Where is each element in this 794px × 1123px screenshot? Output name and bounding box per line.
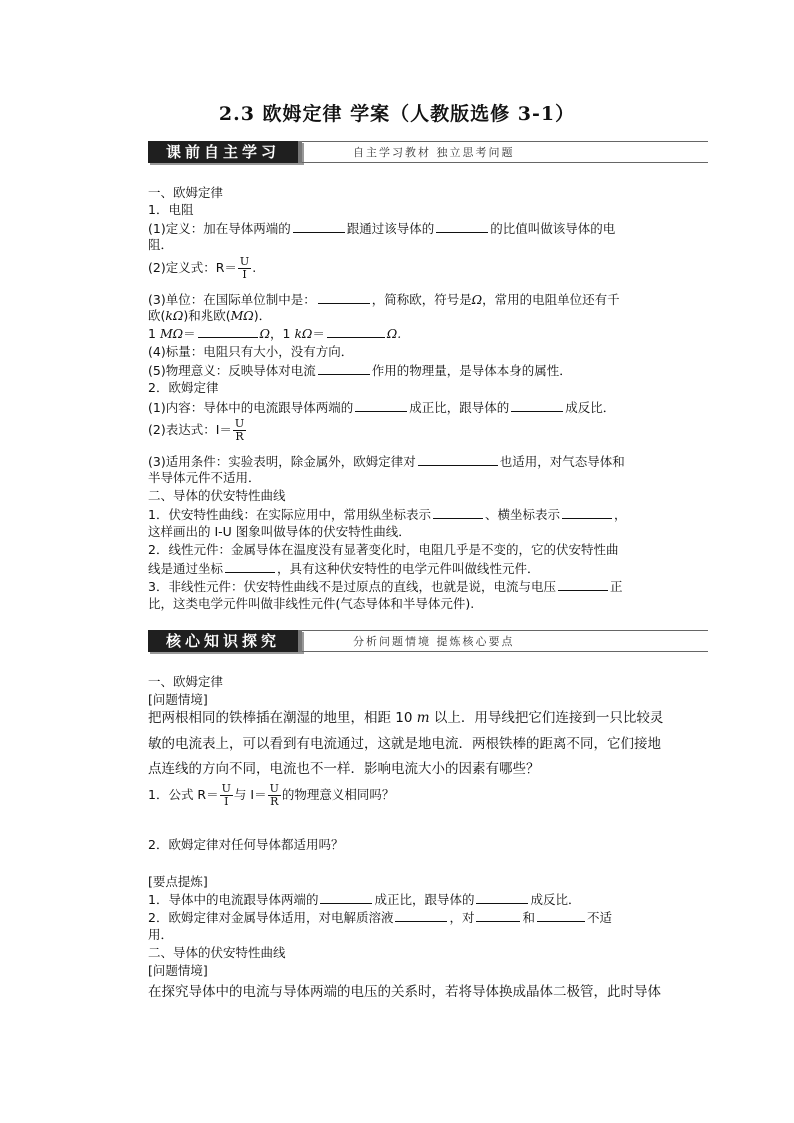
text-line: 在探究导体中的电流与导体两端的电压的关系时，若将导体换成晶体二极管，此时导体 (148, 984, 661, 1000)
text-line: (1)定义：加在导体两端的 跟通过该导体的 的比值叫做该导体的电 (148, 221, 616, 236)
answer-blank (293, 219, 345, 233)
text-line: 2．线性元件：金属导体在温度没有显著变化时，电阻几乎是不变的，它的伏安特性曲 (148, 542, 619, 557)
text-line: 2．欧姆定律对任何导体都适用吗？ (148, 837, 344, 852)
text-line: 1．伏安特性曲线：在实际应用中，常用纵坐标表示 、横坐标表示 ， (148, 507, 627, 522)
answer-blank (433, 505, 483, 519)
formula-line: (2)表达式：I＝ $\frac{U}{R}$ (148, 417, 245, 443)
label: [要点提炼] (148, 874, 208, 889)
text-line: (3)适用条件：实验表明，除金属外，欧姆定律对 也适用，对气态导体和 (148, 454, 625, 469)
formula-line: 1．公式 R＝ $\frac{U}{I}$ 与 I＝ $\frac{U}{R}$ 的物理意义相同吗？ (148, 782, 395, 808)
answer-blank (318, 361, 370, 375)
banner-rule (302, 651, 708, 652)
answer-blank (318, 290, 370, 304)
answer-blank (395, 908, 447, 922)
answer-blank (558, 577, 608, 591)
answer-blank (198, 324, 258, 338)
answer-blank (537, 908, 585, 922)
section-banner-core (148, 630, 708, 654)
answer-blank (225, 559, 275, 573)
text-line: 用． (148, 927, 174, 942)
text-line: (3)单位：在国际单位制中是： ，简称欧，符号是Ω，常用的电阻单位还有千 (148, 292, 620, 307)
text-line: 1 MΩ＝ Ω，1 kΩ＝ Ω. (148, 326, 402, 341)
answer-blank (476, 908, 520, 922)
heading: 一、欧姆定律 (148, 674, 224, 689)
section-tag: 课前自主学习 (148, 141, 302, 163)
answer-blank (320, 890, 372, 904)
section-subtitle: 自主学习教材 独立思考问题 (353, 146, 515, 159)
banner-rule (302, 141, 708, 142)
answer-blank (511, 398, 563, 412)
answer-blank (355, 398, 407, 412)
text-line: 阻． (148, 237, 174, 252)
text-line: 半导体元件不适用． (148, 470, 261, 485)
answer-blank (436, 219, 488, 233)
subheading: 2．欧姆定律 (148, 380, 219, 395)
banner-rule (302, 162, 708, 163)
fraction: $\frac{U}{R}$ (269, 782, 279, 808)
fraction: $\frac{U}{I}$ (239, 255, 250, 281)
page-title: 2.3 欧姆定律 学案（人教版选修 3-1） (218, 103, 576, 125)
label: [问题情境] (148, 963, 208, 978)
section-banner-pre-study (148, 141, 708, 165)
fraction: $\frac{U}{I}$ (221, 782, 231, 808)
text-line: (1)内容：导体中的电流跟导体两端的 成正比，跟导体的 成反比． (148, 400, 616, 415)
answer-blank (327, 324, 385, 338)
text-line: 比，这类电学元件叫做非线性元件(气态导体和半导体元件). (148, 596, 475, 611)
text-line: 把两根相同的铁棒插在潮湿的地里，相距 10 m 以上．用导线把它们连接到一只比较灵 (148, 710, 664, 726)
section-subtitle: 分析问题情境 提炼核心要点 (353, 635, 515, 648)
text-line: 欧(kΩ)和兆欧(MΩ)． (148, 308, 272, 323)
text-line: 敏的电流表上，可以看到有电流通过，这就是地电流．两根铁棒的距离不同，它们接地 (148, 736, 661, 752)
label: [问题情境] (148, 692, 208, 707)
heading: 二、导体的伏安特性曲线 (148, 488, 286, 503)
text-line: 2．欧姆定律对金属导体适用，对电解质溶液 ，对 和 不适 (148, 910, 613, 925)
text-line: 1．导体中的电流跟导体两端的 成正比，跟导体的 成反比． (148, 892, 581, 907)
banner-rule (302, 630, 708, 631)
answer-blank (418, 452, 498, 466)
subheading: 1．电阻 (148, 202, 194, 217)
fraction: $\frac{U}{R}$ (234, 417, 245, 443)
section-tag: 核心知识探究 (148, 630, 302, 652)
text-line: 3．非线性元件：伏安特性曲线不是过原点的直线，也就是说，电流与电压 正 (148, 579, 623, 594)
text-line: (5)物理意义：反映导体对电流 作用的物理量，是导体本身的属性． (148, 363, 572, 378)
answer-blank (562, 505, 612, 519)
text-line: (4)标量：电阻只有大小，没有方向． (148, 344, 354, 359)
heading: 一、欧姆定律 (148, 185, 224, 200)
text-line: 线是通过坐标 ，具有这种伏安特性的电学元件叫做线性元件． (148, 561, 540, 576)
text-line: 这样画出的 I-U 图象叫做导体的伏安特性曲线． (148, 524, 411, 539)
formula-line: (2)定义式：R＝ $\frac{U}{I}$ . (148, 255, 257, 281)
heading: 二、导体的伏安特性曲线 (148, 945, 286, 960)
answer-blank (476, 890, 528, 904)
text-line: 点连线的方向不同，电流也不一样．影响电流大小的因素有哪些？ (148, 761, 540, 777)
